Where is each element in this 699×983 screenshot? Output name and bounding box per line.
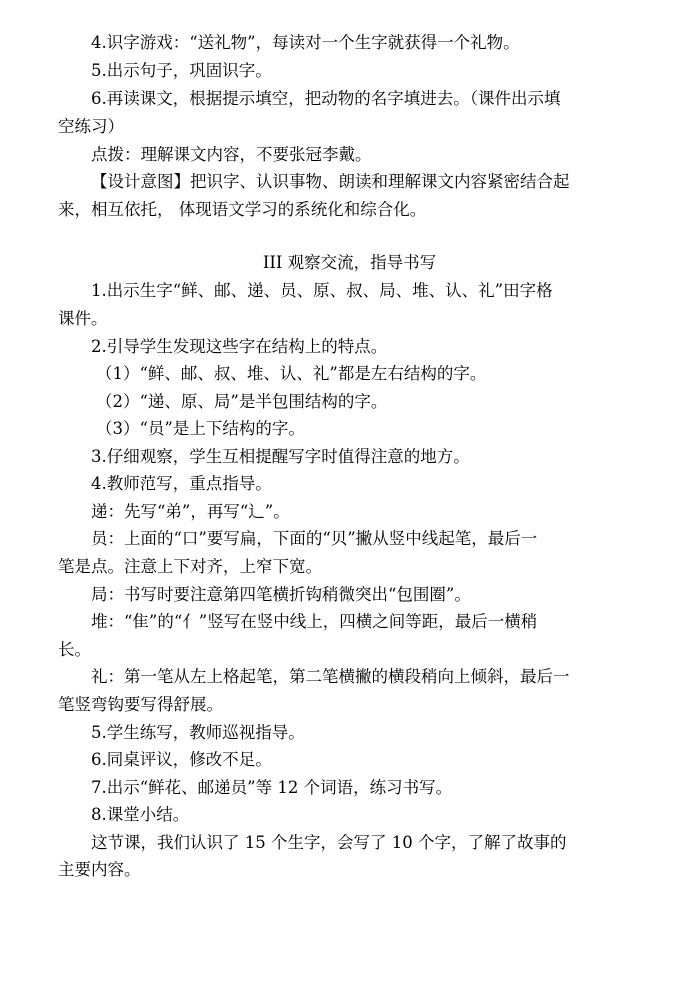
paragraph-line: 笔是点。注意上下对齐，上窄下宽。 (58, 557, 322, 576)
paragraph-line: 笔竖弯钩要写得舒展。 (58, 695, 223, 714)
paragraph-line: 6.再读课文，根据提示填空，把动物的名字填进去。（课件出示填 (91, 89, 561, 108)
paragraph-line: 员：上面的“口”要写扁，下面的“贝”撇从竖中线起笔，最后一 (91, 529, 538, 548)
design-intent-line: 【设计意图】把识字、认识事物、朗读和理解课文内容紧密结合起 (91, 172, 570, 191)
paragraph-line: 4.教师范写，重点指导。 (91, 474, 272, 493)
paragraph-line: 堆：“隹”的“亻”竖写在竖中线上，四横之间等距，最后一横稍 (91, 612, 538, 631)
paragraph-line: 5.学生练写，教师巡视指导。 (91, 723, 305, 742)
paragraph-line: 长。 (58, 640, 91, 659)
paragraph-line: 局：书写时要注意第四笔横折钩稍微突出“包围圈”。 (91, 585, 471, 604)
paragraph-line: 空练习） (58, 117, 124, 136)
list-item: （1）“鲜、邮、叔、堆、认、礼”都是左右结构的字。 (96, 364, 487, 383)
paragraph-line: 点拨：理解课文内容，不要张冠李戴。 (91, 145, 372, 164)
summary-line: 这节课，我们认识了 15 个生字，会写了 10 个字，了解了故事的 (91, 833, 567, 852)
list-item: （2）“递、原、局”是半包围结构的字。 (96, 392, 388, 411)
paragraph-line: 6.同桌评议，修改不足。 (91, 750, 272, 769)
paragraph-line: 5.出示句子，巩固识字。 (91, 61, 272, 80)
list-item: （3）“员”是上下结构的字。 (96, 419, 305, 438)
paragraph-line: 2.引导学生发现这些字在结构上的特点。 (91, 337, 388, 356)
section-heading: III 观察交流，指导书写 (262, 253, 437, 272)
paragraph-line: 4.识字游戏：“送礼物”，每读对一个生字就获得一个礼物。 (91, 33, 520, 52)
paragraph-line: 递：先写“弟”，再写“辶”。 (91, 502, 290, 521)
paragraph-line: 礼：第一笔从左上格起笔，第二笔横撇的横段稍向上倾斜，最后一 (91, 667, 570, 686)
paragraph-line: 8.课堂小结。 (91, 805, 190, 824)
paragraph-line: 3.仔细观察，学生互相提醒写字时值得注意的地方。 (91, 447, 470, 466)
paragraph-line: 课件。 (58, 309, 108, 328)
paragraph-line: 1.出示生字“鲜、邮、递、员、原、叔、局、堆、认、礼”田字格 (91, 281, 553, 300)
summary-line: 主要内容。 (58, 860, 141, 879)
paragraph-line: 来，相互依托， 体现语文学习的系统化和综合化。 (58, 200, 427, 219)
paragraph-line: 7.出示“鲜花、邮递员”等 12 个词语，练习书写。 (91, 778, 453, 797)
